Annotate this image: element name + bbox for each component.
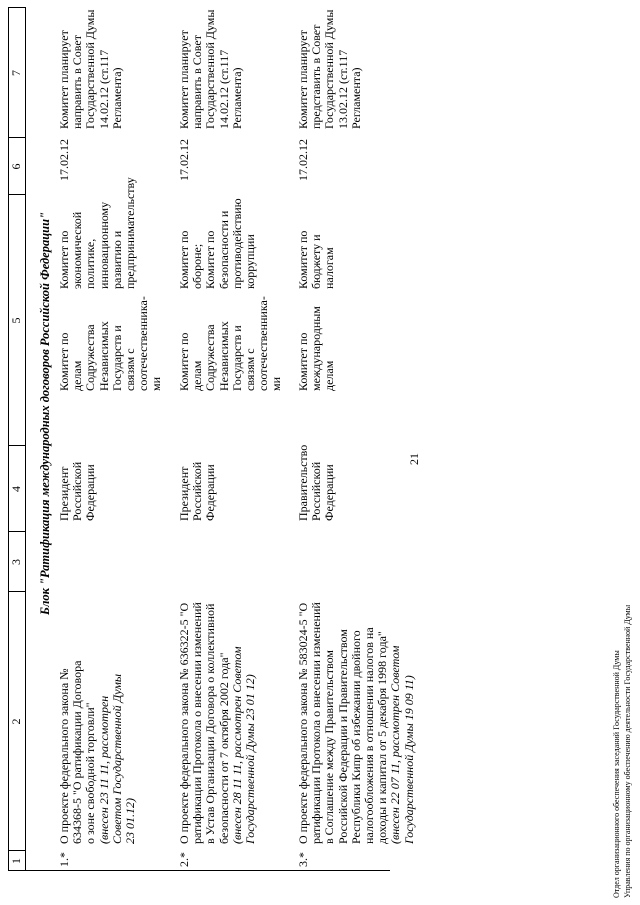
row-date: 17.02.12 <box>177 139 191 181</box>
header-bottom-border <box>25 7 26 871</box>
column-number: 7 <box>9 70 23 76</box>
column-number: 1 <box>9 858 23 864</box>
bill-note: (внесен 22 07 11, рассмотрен Советом Государственной Думы 19 09 11) <box>388 645 416 844</box>
row-decision: Комитет планирует направить в Совет Государственной Думы 14.02.12 (ст.117 Регламента) <box>177 9 244 129</box>
row-initiator: Президент Российской Федерации <box>57 461 98 521</box>
legislation-table <box>8 7 416 871</box>
bill-title: О проекте федерального закона № 583024-5 "О ратификации Протокола о внесении изменений в Соглашение между Правительством Российской Федерации и Правительством Республики Кипр об избежании двойного налогообложения в отношении налогов на доходы и капитал от 5 декабря 1998 года" <box>296 602 390 844</box>
block-title: Блок "Ратификация международных договоров Российской Федерации" <box>38 211 52 615</box>
column-number: 5 <box>9 317 23 324</box>
bill-title: О проекте федерального закона № 636322-5 "О ратификации Протокола о внесении изменений в Устав Организации Договора о коллективной безопасности от 7 октября 2002 года" <box>177 602 231 844</box>
row-co-committee: Комитет по экономической политике, инновационному развитию и предпринимательству <box>57 177 138 289</box>
row-date: 17.02.12 <box>296 139 310 181</box>
footer <box>612 605 633 898</box>
row-bill <box>58 659 137 844</box>
bill-note: (внесен 23 11 11, рассмотрен Советом Государственной Думы 23 01.12) <box>96 673 138 844</box>
row-initiator: Правительство Российской Федерации <box>296 444 337 521</box>
footer-line: Отдел организационного обеспечения заседаний Государственной Думы <box>612 650 621 898</box>
bill-note: (внесен 28 11 11, рассмотрен Советом Государственной Думы 23 01 12) <box>229 646 258 844</box>
page-number: 21 <box>407 453 421 465</box>
row-number: 3.* <box>296 852 310 867</box>
row-committee: Комитет по международным делам <box>296 306 337 391</box>
column-number: 4 <box>9 486 23 492</box>
footer-line: Управления по организационному обеспечению деятельности Государственной Думы <box>622 604 632 898</box>
row-bill <box>178 596 257 844</box>
column-number: 2 <box>9 718 23 725</box>
bill-title: О проекте федерального закона № 634368-5 "О ратификации Договора о зоне свободной торговли" <box>57 660 98 844</box>
column-number: 6 <box>9 163 23 170</box>
column-number: 3 <box>9 559 23 565</box>
row-date: 17.02.12 <box>57 139 71 181</box>
row-co-committee: Комитет по обороне; Комитет по безопасности и противодействию коррупции <box>177 198 258 289</box>
row-number: 1.* <box>57 852 71 867</box>
column-divider <box>8 870 390 871</box>
row-initiator: Президент Российской Федерации <box>177 461 218 521</box>
row-committee: Комитет по делам Содружества Независимых Государств и связям с соотечественника-ми <box>177 296 284 391</box>
row-decision: Комитет планирует представить в Совет Государственной Думы 13.02.12 (ст.117 Регламента) <box>296 9 363 129</box>
row-decision: Комитет планирует направить в Совет Государственной Думы 14.02.12 (ст.117 Регламента) <box>57 9 124 129</box>
row-committee: Комитет по делам Содружества Независимых Государств и связям с соотечественника-ми <box>57 296 164 391</box>
row-number: 2.* <box>177 852 191 867</box>
row-bill <box>297 596 416 844</box>
row-co-committee: Комитет по бюджету и налогам <box>296 230 337 289</box>
